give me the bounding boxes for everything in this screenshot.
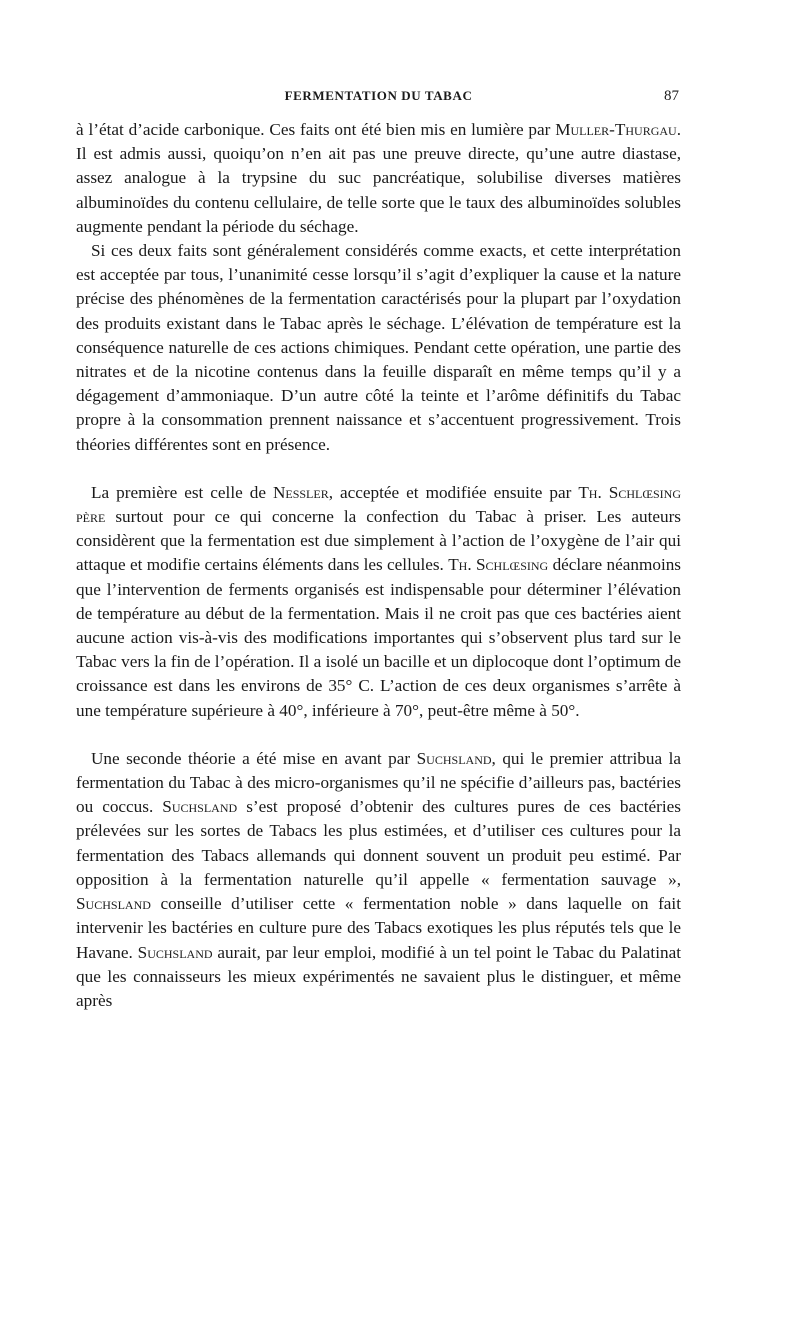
paragraph (76, 118, 681, 239)
author-name: Muller-Thurgau (555, 120, 677, 139)
text-run: aurait, par leur emploi, modifié à un tel point le Tabac du Palatinat que les connaisseurs les mieux expérimentés ne savaient plus le distinguer, et même après (76, 942, 681, 1010)
text-run: . Il est admis aussi, quoiqu’on n’en ait pas une preuve directe, qu’une autre diastase, assez analogue à la trypsine du suc pancréatique, solubilise diverses matières albuminoïdes du contenu cellulaire, de telle sorte que le taux des albuminoïdes solubles augmente pendant la période du séchage. (76, 120, 681, 236)
text-run: surtout pour ce qui concerne la confection du Tabac à priser. Les auteurs considèrent que la fermentation est due simplement à l’action de l’oxygène de l’air qui attaque et modifie certains éléments dans les cellules. (76, 507, 681, 575)
page-number: 87 (664, 88, 679, 104)
text-run: , qui le premier attribua la fermentation du Tabac à des micro-organismes qu’il ne spécifie d’ailleurs pas, bactéries ou coccus. (76, 748, 681, 817)
text-run: conseille d’utiliser cette « fermentation noble » dans laquelle on fait intervenir les bactéries en culture pure des Tabacs exotiques les plus réputés tels que le Havane. (76, 894, 681, 962)
text-run: La première est celle de (91, 482, 273, 502)
text-run: à l’état d’acide carbonique. Ces faits ont été bien mis en lumière par (76, 120, 556, 139)
paragraph (76, 481, 681, 723)
page-header (76, 88, 681, 108)
author-name: Suchsland (76, 894, 151, 914)
author-name: Th. Schlœsing père (76, 482, 682, 527)
paragraph (76, 747, 681, 1013)
text-run: Une seconde théorie a été mise en avant par (91, 748, 417, 768)
running-title: FERMENTATION DU TABAC (284, 88, 473, 103)
text-run: , acceptée et modifiée ensuite par (328, 482, 579, 502)
text-run: Si ces deux faits sont généralement considérés comme exacts, et cette interprétation est acceptée par tous, l’unanimité cesse lorsqu’il s’agit d’expliquer la cause et la nature précise des phénomènes de la fermentation caractérisés pour la plupart par l’oxydation des produits existant dans le Tabac après le séchage. L’élévation de température est la conséquence naturelle de ces actions chimiques. Pendant cette opération, une partie des nitrates et de la nicotine contenus dans la feuille disparaît en même temps qu’il y a dégagement d’ammoniaque. D’un autre côté la teinte et l’arôme définitifs du Tabac propre à la consommation prennent naissance et s’accentuent progressivement. Trois théories différentes sont en présence. (76, 241, 681, 454)
body-text (76, 118, 681, 1013)
text-run: s’est proposé d’obtenir des cultures pures de ces bactéries prélevées sur les sortes de Tabacs les plus estimées, et d’utiliser ces cultures pour la fermentation des Tabacs allemands qui donnent souvent un produit peu estimé. Par opposition à la fermentation naturelle qu’il appelle « fermentation sauvage », (76, 797, 681, 889)
author-name: Th. Schlœsing (448, 555, 549, 575)
author-name: Suchsland (162, 797, 238, 817)
author-name: Nessler (272, 482, 329, 502)
paragraph (76, 239, 681, 457)
text-run: déclare néanmoins que l’intervention de ferments organisés est indispensable pour déterminer l’élévation de température au début de la fermentation. Mais il ne croit pas que ces bactéries aient aucune action vis-à-vis des modifications importantes qui s’observent plus tard sur le Tabac vers la fin de l’opération. Il a isolé un bacille et un diplocoque dont l’optimum de croissance est dans les environs de 35° C. L’action de ces deux organismes s’arrête à une température supérieure à 40°, inférieure à 70°, peut-être même à 50°. (76, 555, 681, 720)
author-name: Suchsland (416, 748, 492, 768)
author-name: Suchsland (137, 942, 213, 962)
